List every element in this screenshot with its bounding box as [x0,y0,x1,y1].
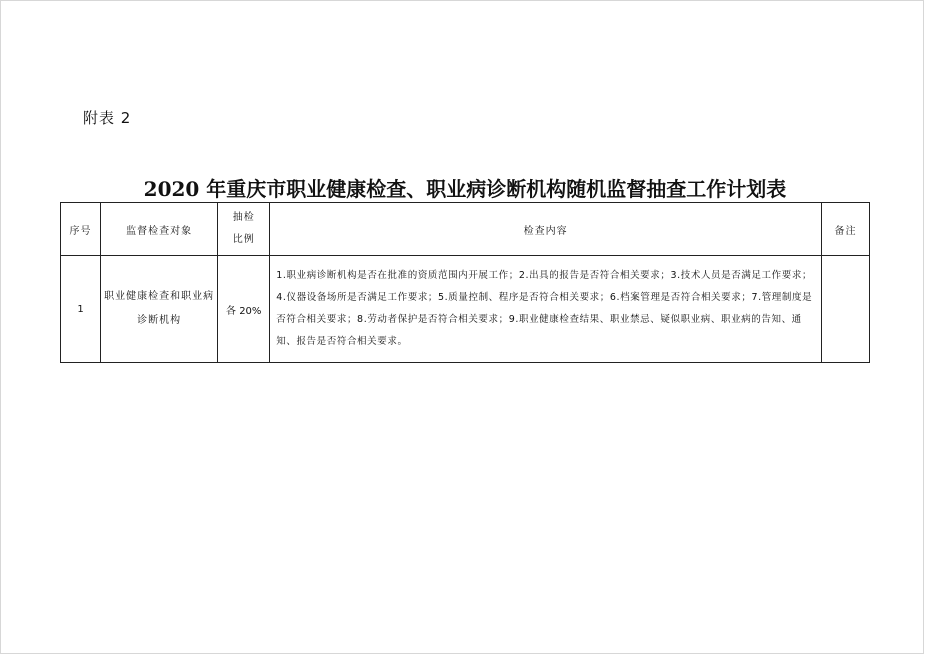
cell-target: 职业健康检查和职业病诊断机构 [101,256,218,363]
header-ratio-line1: 抽检 [232,212,255,223]
header-notes: 备注 [821,203,869,256]
table-header-row [61,203,870,256]
inspection-plan-table [60,202,870,363]
header-seq: 序号 [61,203,101,256]
attachment-label: 附表 2 [83,109,132,127]
header-content: 检查内容 [270,203,822,256]
header-ratio [218,203,270,256]
cell-notes [821,256,869,363]
cell-seq: 1 [61,256,101,363]
cell-ratio: 各 20% [218,256,270,363]
table-row [61,256,870,363]
header-ratio-line2: 比例 [232,234,255,245]
document-title: 2020 年重庆市职业健康检查、职业病诊断机构随机监督抽查工作计划表 [143,177,787,201]
cell-content: 1.职业病诊断机构是否在批准的资质范围内开展工作；2.出具的报告是否符合相关要求；3.技术人员是否满足工作要求；4.仪器设备场所是否满足工作要求；5.质量控制、程序是否符合相关要求；6.档案管理是否符合相关要求；7.管理制度是否符合相关要求；8.劳动者保护是否符合相关要求；9.职业健康检查结果、职业禁忌、疑似职业病、职业病的告知、通知、报告是否符合相关要求。 [270,256,822,363]
header-target: 监督检查对象 [101,203,218,256]
